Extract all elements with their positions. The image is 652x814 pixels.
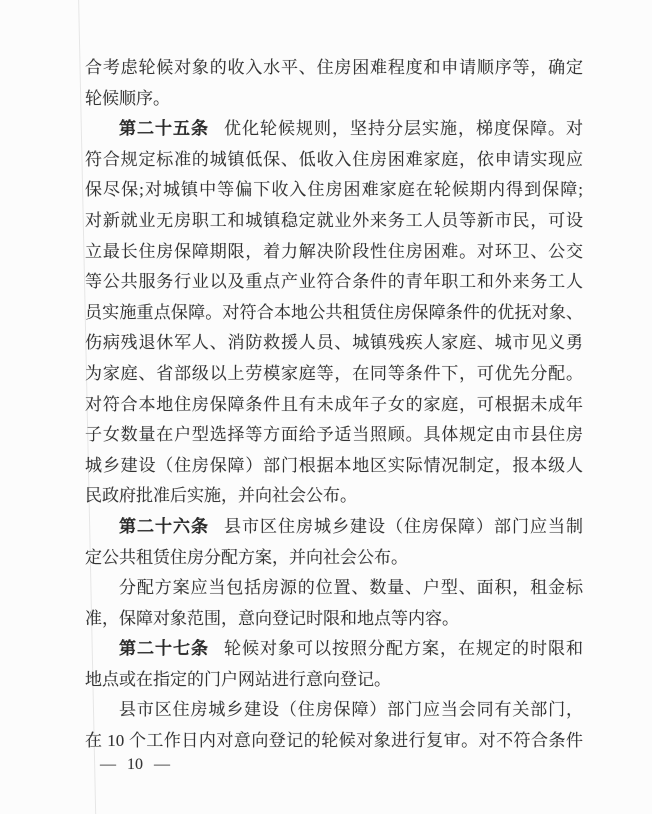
line-text: 在 10 个工作日内对意向登记的轮候对象进行复审。对不符合条件 (85, 731, 583, 751)
document-body (85, 53, 583, 757)
line-text: 轮候顺序。 (85, 88, 170, 108)
line-text: 员实施重点保障。对符合本地公共租赁住房保障条件的优抚对象、 (85, 302, 583, 322)
text-line (85, 298, 583, 329)
line-text: 对符合本地住房保障条件且有未成年子女的家庭，可根据未成年 (85, 394, 583, 414)
text-line (85, 604, 583, 635)
line-text: 为家庭、省部级以上劳模家庭等，在同等条件下，可优先分配。 (85, 363, 583, 383)
line-text: 伤病残退休军人、消防救援人员、城镇残疾人家庭、城市见义勇 (85, 333, 583, 353)
text-line (85, 175, 583, 206)
text-line (85, 206, 583, 237)
line-text: 优化轮候规则，坚持分层实施，梯度保障。对 (224, 119, 583, 139)
line-text: 分配方案应当包括房源的位置、数量、户型、面积，租金标 (119, 578, 583, 598)
line-text: 符合规定标准的城镇低保、低收入住房困难家庭，依申请实现应 (85, 149, 583, 169)
text-line (85, 145, 583, 176)
text-line (85, 512, 583, 543)
line-text: 立最长住房保障期限，着力解决阶段性住房困难。对环卫、公交 (85, 241, 583, 261)
text-line (85, 634, 583, 665)
article-number: 第二十五条 (119, 119, 209, 139)
text-line (85, 53, 583, 84)
line-text: 子女数量在户型选择等方面给予适当照顾。具体规定由市县住房 (85, 425, 583, 445)
text-line (85, 390, 583, 421)
text-line (85, 328, 583, 359)
line-text: 城乡建设（住房保障）部门根据本地区实际情况制定，报本级人 (85, 455, 583, 475)
text-line (85, 665, 583, 696)
text-line (85, 84, 583, 115)
line-text: 地点或在指定的门户网站进行意向登记。 (85, 669, 391, 689)
text-line (85, 451, 583, 482)
line-text: 轮候对象可以按照分配方案，在规定的时限和 (224, 639, 583, 659)
text-line (85, 267, 583, 298)
line-text: 准，保障对象范围，意向登记时限和地点等内容。 (85, 608, 459, 628)
line-text: 对新就业无房职工和城镇稳定就业外来务工人员等新市民，可设 (85, 210, 583, 230)
line-text: 保尽保;对城镇中等偏下收入住房困难家庭在轮候期内得到保障; (85, 180, 583, 200)
article-number: 第二十七条 (119, 639, 209, 659)
text-line (85, 237, 583, 268)
text-line (85, 573, 583, 604)
text-line (85, 359, 583, 390)
text-line (85, 114, 583, 145)
line-text: 县市区住房城乡建设（住房保障）部门应当制 (224, 516, 583, 536)
text-line (85, 695, 583, 726)
text-line (85, 420, 583, 451)
text-line (85, 543, 583, 574)
text-line (85, 481, 583, 512)
line-text: 民政府批准后实施，并向社会公布。 (85, 486, 357, 506)
line-text: 合考虑轮候对象的收入水平、住房困难程度和申请顺序等，确定 (85, 58, 583, 77)
text-line (85, 726, 583, 757)
article-number: 第二十六条 (119, 516, 209, 536)
line-text: 等公共服务行业以及重点产业符合条件的青年职工和外来务工人 (85, 272, 583, 292)
line-text: 县市区住房城乡建设（住房保障）部门应当会同有关部门， (119, 700, 583, 720)
page-number: — 10 — (100, 756, 170, 773)
line-text: 定公共租赁住房分配方案，并向社会公布。 (85, 547, 408, 567)
